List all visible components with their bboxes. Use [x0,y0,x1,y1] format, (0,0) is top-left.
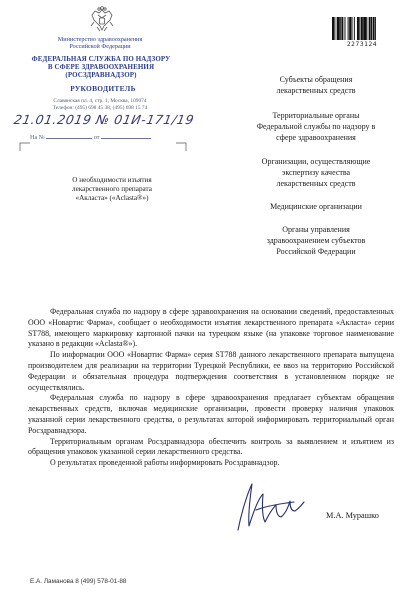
letter-subject: О необходимости изъятия лекарственного препарата «Акласта» («Aclasta®») [72,176,152,203]
handwritten-signature [232,480,312,534]
recipient-5: Органы управления здравоохранением субъектов Российской Федерации [266,225,366,256]
body-paragraph-3: Федеральная служба по надзору в сфере здравоохранения предлагает субъектам обращения лекарственных средств, включая медицинские организации, провести проверку наличия упаковок указанной серии лекарственного средства, о результатах которой информировать территориальный орган Росздравнадзора. [28,393,394,435]
signer-name: М.А. Мурашко [326,511,379,520]
executor-contact: Е.А. Ламанова 8 (499) 578-01-88 [30,578,127,585]
ref-prefix: На № [30,134,45,141]
recipient-2: Территориальные органы Федеральной службы по надзору в сфере здравоохранения [256,111,376,142]
body-paragraph-1: Федеральная служба по надзору в сфере здравоохранения на основании сведений, предоставленных ООО «Новартис Фарма», сообщает о необходимости изъятия лекарственного препарата «Акласта» серии ST788, имеющего маркировку картонной пачки на турецком языке (на упаковке торговое наименование указано в редакции «Aclasta®»). [28,307,394,349]
ref-mid: от [93,134,100,141]
body-paragraph-2: По информации ООО «Новартис Фарма» серия ST788 данного лекарственного препарата выпущена производителем для реализации на территории Турецкой Республики, ее ввоз на территорию Российской Федерации и обязательная процедура подтверждения соответствия в установленном порядке не осуществлялись. [28,350,394,392]
reference-line [30,132,151,141]
body-paragraph-4: Территориальным органам Росздравнадзора обеспечить контроль за выявлением и изъятием из обращения упаковок указанной серии лекарственного средства. [28,436,394,457]
recipient-4: Медицинские организации [270,202,362,211]
address: Славянская пл. 4, стр. 1, Москва, 109074 Телефон: (495) 698 45 38; (495) 698 15 74 [52,98,148,111]
coat-of-arms-icon [88,6,116,34]
service-name: ФЕДЕРАЛЬНАЯ СЛУЖБА ПО НАДЗОРУ В СФЕРЕ ЗДРАВООХРАНЕНИЯ (РОСЗДРАВНАДЗОР) [31,55,171,79]
barcode [332,17,390,40]
outgoing-number: 21.01.2019 № 01И-171/19 [12,112,196,127]
head-title: РУКОВОДИТЕЛЬ [70,84,136,93]
barcode-number: 2273124 [346,41,378,48]
recipient-1: Субъекты обращения лекарственных средств [276,75,356,95]
letter-body [28,307,394,469]
ministry-name: Министерство здравоохранения Российской Федерации [57,36,143,51]
address-brackets [18,142,188,152]
recipient-3: Организации, осуществляющие экспертизу качества лекарственных средств [261,157,371,188]
body-paragraph-5: О результатах проведенной работы информировать Росздравнадзор. [50,458,280,468]
